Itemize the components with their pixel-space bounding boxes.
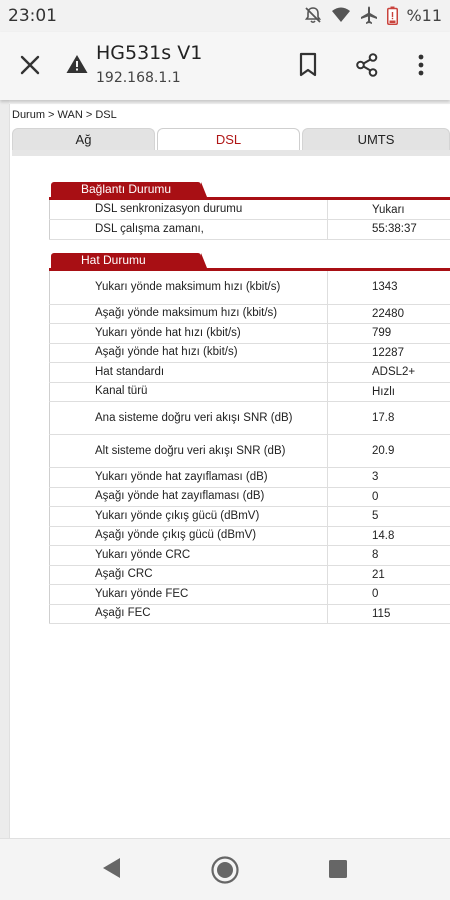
table-row — [50, 304, 450, 324]
table-row — [50, 402, 450, 435]
status-tabs — [12, 128, 450, 150]
row-label: Alt sisteme doğru veri akışı SNR (dB) — [50, 435, 328, 468]
row-value: 22480 — [328, 304, 450, 324]
close-icon — [18, 53, 42, 77]
row-label: Yukarı yönde hat hızı (kbit/s) — [50, 324, 328, 344]
bookmark-button[interactable] — [296, 52, 320, 82]
row-value: 20.9 — [328, 435, 450, 468]
row-label: DSL senkronizasyon durumu — [50, 200, 328, 220]
row-label: Aşağı yönde çıkış gücü (dBmV) — [50, 526, 328, 546]
table-row — [50, 507, 450, 527]
page-title: HG531s V1 — [96, 42, 203, 64]
row-label: Aşağı yönde maksimum hızı (kbit/s) — [50, 304, 328, 324]
row-label: Aşağı FEC — [50, 604, 328, 624]
battery-low-icon — [387, 6, 398, 25]
share-button[interactable] — [354, 52, 380, 82]
bookmark-icon — [296, 52, 320, 78]
row-label: Yukarı yönde FEC — [50, 585, 328, 605]
tab-ag[interactable]: Ağ — [12, 128, 155, 150]
table-row — [50, 363, 450, 383]
web-content — [0, 100, 450, 840]
table-row — [50, 200, 450, 220]
home-button[interactable] — [210, 855, 240, 889]
row-value: 3 — [328, 468, 450, 488]
table-row — [50, 271, 450, 304]
line-status-table — [49, 271, 450, 624]
table-row — [50, 604, 450, 624]
recents-square-icon — [328, 859, 348, 879]
row-label: Yukarı yönde çıkış gücü (dBmV) — [50, 507, 328, 527]
row-value: ADSL2+ — [328, 363, 450, 383]
row-label: DSL çalışma zamanı, — [50, 220, 328, 240]
browser-app-bar — [0, 32, 450, 100]
status-time: 23:01 — [8, 6, 57, 26]
row-label: Yukarı yönde hat zayıflaması (dB) — [50, 468, 328, 488]
table-row — [50, 546, 450, 566]
tab-umts[interactable]: UMTS — [302, 128, 450, 150]
row-label: Aşağı CRC — [50, 565, 328, 585]
airplane-mode-icon — [359, 5, 379, 25]
row-label: Ana sisteme doğru veri akışı SNR (dB) — [50, 402, 328, 435]
row-value: Hızlı — [328, 382, 450, 402]
tab-underline — [12, 150, 450, 156]
row-label: Aşağı yönde hat hızı (kbit/s) — [50, 343, 328, 363]
notifications-off-icon — [303, 5, 323, 25]
recent-apps-button[interactable] — [328, 859, 348, 883]
system-navigation-bar — [0, 839, 450, 900]
row-value: 5 — [328, 507, 450, 527]
breadcrumb: Durum > WAN > DSL — [12, 109, 117, 121]
row-value: 0 — [328, 487, 450, 507]
warning-icon — [66, 54, 88, 74]
share-icon — [354, 52, 380, 78]
tab-dsl[interactable]: DSL — [157, 128, 300, 150]
page-top-edge — [9, 100, 450, 104]
table-row — [50, 526, 450, 546]
row-value: 14.8 — [328, 526, 450, 546]
battery-percentage: %11 — [406, 5, 442, 25]
row-value: 8 — [328, 546, 450, 566]
connection-status-table — [49, 200, 450, 240]
table-row — [50, 382, 450, 402]
more-options-button[interactable] — [413, 52, 429, 82]
row-value: 17.8 — [328, 402, 450, 435]
line-status-heading: Hat Durumu — [51, 253, 201, 268]
table-row — [50, 468, 450, 488]
connection-warning-button[interactable] — [66, 54, 88, 78]
table-row — [50, 324, 450, 344]
page-left-gutter — [0, 100, 10, 840]
close-button[interactable] — [18, 53, 42, 81]
row-label: Aşağı yönde hat zayıflaması (dB) — [50, 487, 328, 507]
table-row — [50, 220, 450, 240]
back-button[interactable] — [102, 857, 122, 883]
status-bar — [0, 0, 450, 32]
row-value: 1343 — [328, 271, 450, 304]
wifi-icon — [331, 6, 351, 24]
row-value: Yukarı — [328, 200, 450, 220]
more-vert-icon — [413, 52, 429, 78]
page-url[interactable]: 192.168.1.1 — [96, 70, 181, 86]
table-row — [50, 343, 450, 363]
row-value: 115 — [328, 604, 450, 624]
home-circle-icon — [210, 855, 240, 885]
table-row — [50, 585, 450, 605]
back-triangle-icon — [102, 857, 122, 879]
row-label: Hat standardı — [50, 363, 328, 383]
row-label: Yukarı yönde CRC — [50, 546, 328, 566]
row-value: 799 — [328, 324, 450, 344]
row-value: 12287 — [328, 343, 450, 363]
row-label: Yukarı yönde maksimum hızı (kbit/s) — [50, 271, 328, 304]
row-label: Kanal türü — [50, 382, 328, 402]
table-row — [50, 487, 450, 507]
table-row — [50, 565, 450, 585]
row-value: 55:38:37 — [328, 220, 450, 240]
status-icons — [303, 5, 442, 25]
connection-status-heading: Bağlantı Durumu — [51, 182, 201, 197]
table-row — [50, 435, 450, 468]
row-value: 21 — [328, 565, 450, 585]
row-value: 0 — [328, 585, 450, 605]
